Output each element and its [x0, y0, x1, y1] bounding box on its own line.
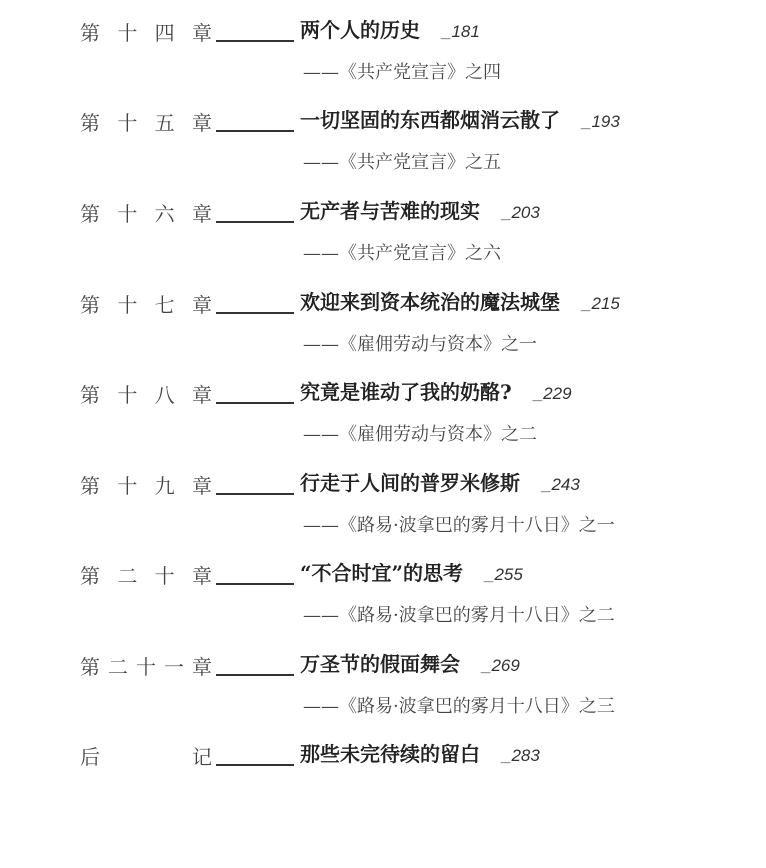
toc-entry[interactable] [0, 90, 766, 180]
page-number: _215 [582, 294, 620, 313]
leader-line [216, 402, 294, 404]
chapter-label: 第 十 七 章 [80, 292, 212, 317]
chapter-title[interactable]: 一切坚固的东西都烟消云散了 _193 [300, 108, 620, 132]
chapter-source: ——《共产党宣言》之四 [303, 62, 501, 83]
leader-line [216, 674, 294, 676]
toc-entry[interactable] [0, 0, 766, 90]
leader-line [216, 40, 294, 42]
chapter-title[interactable]: 万圣节的假面舞会 _269 [300, 652, 520, 676]
chapter-source: ——《路易·波拿巴的雾月十八日》之二 [303, 605, 615, 626]
toc-entry[interactable] [0, 453, 766, 543]
page-number: _193 [582, 112, 620, 131]
chapter-source: ——《雇佣劳动与资本》之二 [303, 424, 537, 445]
leader-line [216, 221, 294, 223]
toc-entry[interactable] [0, 362, 766, 452]
page-number: _255 [485, 565, 523, 584]
chapter-source: ——《路易·波拿巴的雾月十八日》之三 [303, 696, 615, 717]
page-number: _203 [502, 203, 540, 222]
afterword-label: 后 记 [80, 744, 212, 769]
chapter-label: 第 十 九 章 [80, 473, 212, 498]
chapter-label: 第 十 五 章 [80, 110, 212, 135]
chapter-label: 第 十 四 章 [80, 20, 212, 45]
chapter-source: ——《共产党宣言》之六 [303, 243, 501, 264]
chapter-title[interactable]: 欢迎来到资本统治的魔法城堡 _215 [300, 290, 620, 314]
page-number: _229 [533, 384, 572, 403]
page-number: _283 [502, 746, 540, 765]
toc-entry[interactable] [0, 181, 766, 271]
chapter-source: ——《路易·波拿巴的雾月十八日》之一 [303, 515, 615, 536]
leader-line [216, 583, 294, 585]
toc-entry-afterword[interactable] [0, 724, 766, 814]
leader-line [216, 493, 294, 495]
chapter-label: 第 十 六 章 [80, 201, 212, 226]
page-number: _243 [542, 475, 580, 494]
leader-line [216, 130, 294, 132]
page-number: _269 [482, 656, 520, 675]
page-number: _181 [442, 22, 480, 41]
chapter-title[interactable]: 行走于人间的普罗米修斯 _243 [300, 471, 580, 495]
leader-line [216, 764, 294, 766]
chapter-source: ——《共产党宣言》之五 [303, 152, 501, 173]
chapter-title[interactable]: 那些未完待续的留白 _283 [300, 742, 540, 766]
leader-line [216, 312, 294, 314]
chapter-label: 第 二 十 一 章 [80, 654, 212, 679]
chapter-title[interactable]: 两个人的历史 _181 [300, 18, 480, 42]
toc-entry[interactable] [0, 634, 766, 724]
chapter-label: 第 二 十 章 [80, 563, 212, 588]
chapter-label: 第 十 八 章 [80, 382, 212, 407]
chapter-title[interactable]: “不合时宜”的思考 _255 [300, 561, 523, 585]
chapter-title[interactable]: 究竟是谁动了我的奶酪? _229 [300, 380, 572, 404]
toc-entry[interactable] [0, 543, 766, 633]
chapter-title[interactable]: 无产者与苦难的现实 _203 [300, 199, 540, 223]
chapter-source: ——《雇佣劳动与资本》之一 [303, 334, 537, 355]
toc-entry[interactable] [0, 272, 766, 362]
